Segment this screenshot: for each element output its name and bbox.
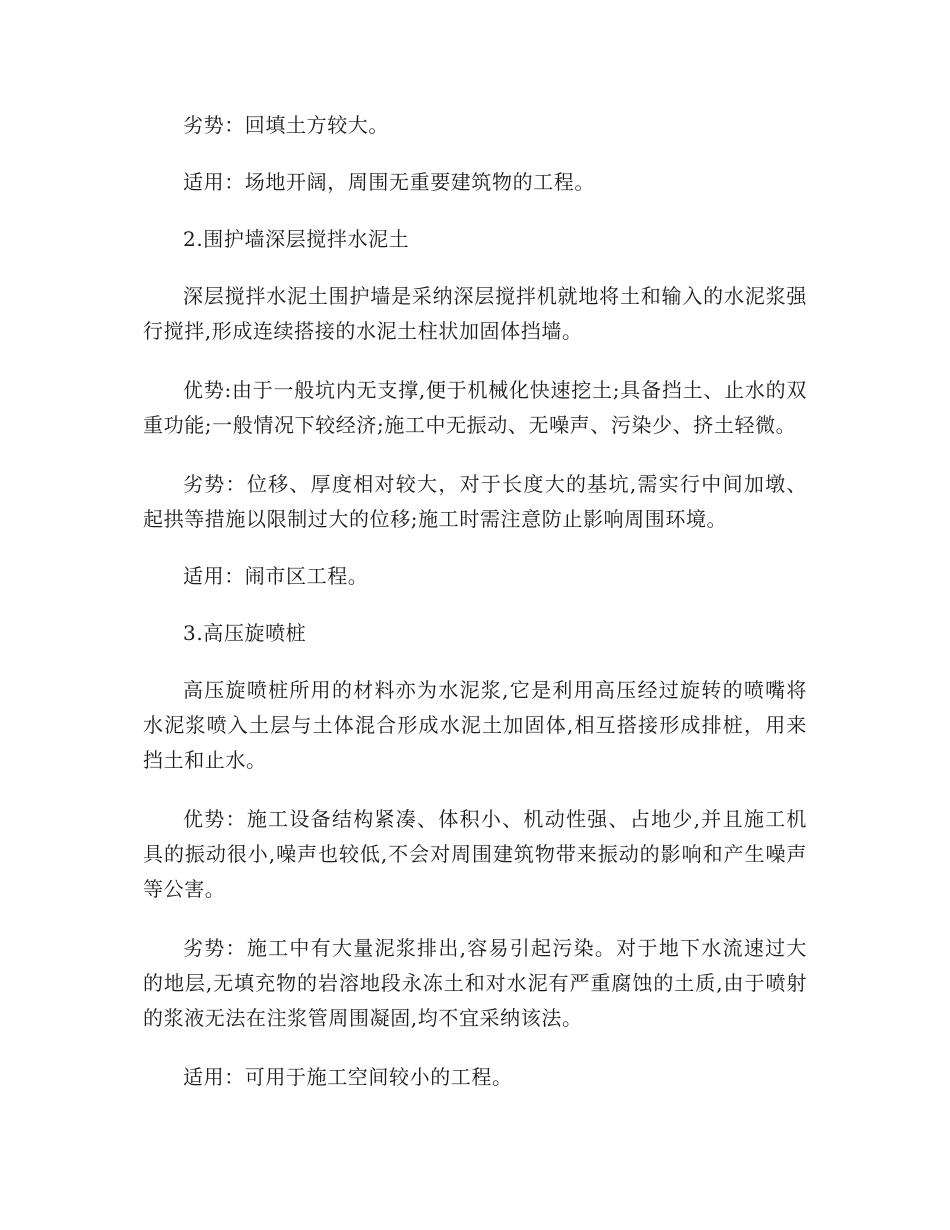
paragraph-deep-mixing-disadvantage: 劣势：位移、厚度相对较大，对于长度大的基坑,需实行中间加墩、起拱等措施以限制过大的位移;施工时需注意防止影响周围环境。 bbox=[143, 472, 807, 531]
paragraph-applicable-open-site: 适用：场地开阔，周围无重要建筑物的工程。 bbox=[183, 170, 595, 194]
paragraph-deep-mixing-applicable: 适用：闹市区工程。 bbox=[183, 564, 369, 588]
section-heading-2: 2.围护墙深层搅拌水泥土 bbox=[183, 227, 410, 251]
paragraph-disadvantage-backfill: 劣势：回填土方较大。 bbox=[183, 113, 389, 137]
paragraph-deep-mixing-advantage: 优势:由于一般坑内无支撑,便于机械化快速挖土;具备挡土、止水的双重功能;一般情况下较经济;施工中无振动、无噪声、污染少、挤土轻微。 bbox=[143, 378, 807, 437]
paragraph-jet-grouting-description: 高压旋喷桩所用的材料亦为水泥浆,它是利用高压经过旋转的喷嘴将水泥浆喷入土层与土体混合形成水泥土加固体,相互搭接形成排桩，用来挡土和止水。 bbox=[143, 678, 807, 772]
paragraph-deep-mixing-description: 深层搅拌水泥土围护墙是采纳深层搅拌机就地将土和输入的水泥浆强行搅拌,形成连续搭接的水泥土柱状加固体挡墙。 bbox=[143, 284, 807, 343]
paragraph-jet-grouting-advantage: 优势：施工设备结构紧凑、体积小、机动性强、占地少,并且施工机具的振动很小,噪声也较低,不会对周围建筑物带来振动的影响和产生噪声等公害。 bbox=[143, 807, 807, 901]
paragraph-jet-grouting-disadvantage: 劣势：施工中有大量泥浆排出,容易引起污染。对于地下水流速过大的地层,无填充物的岩溶地段永冻土和对水泥有严重腐蚀的土质,由于喷射的浆液无法在注浆管周围凝固,均不宜采纳该法。 bbox=[143, 936, 807, 1030]
section-heading-3: 3.高压旋喷桩 bbox=[183, 621, 307, 645]
paragraph-jet-grouting-applicable: 适用：可用于施工空间较小的工程。 bbox=[183, 1065, 513, 1089]
document-body bbox=[143, 108, 807, 1095]
